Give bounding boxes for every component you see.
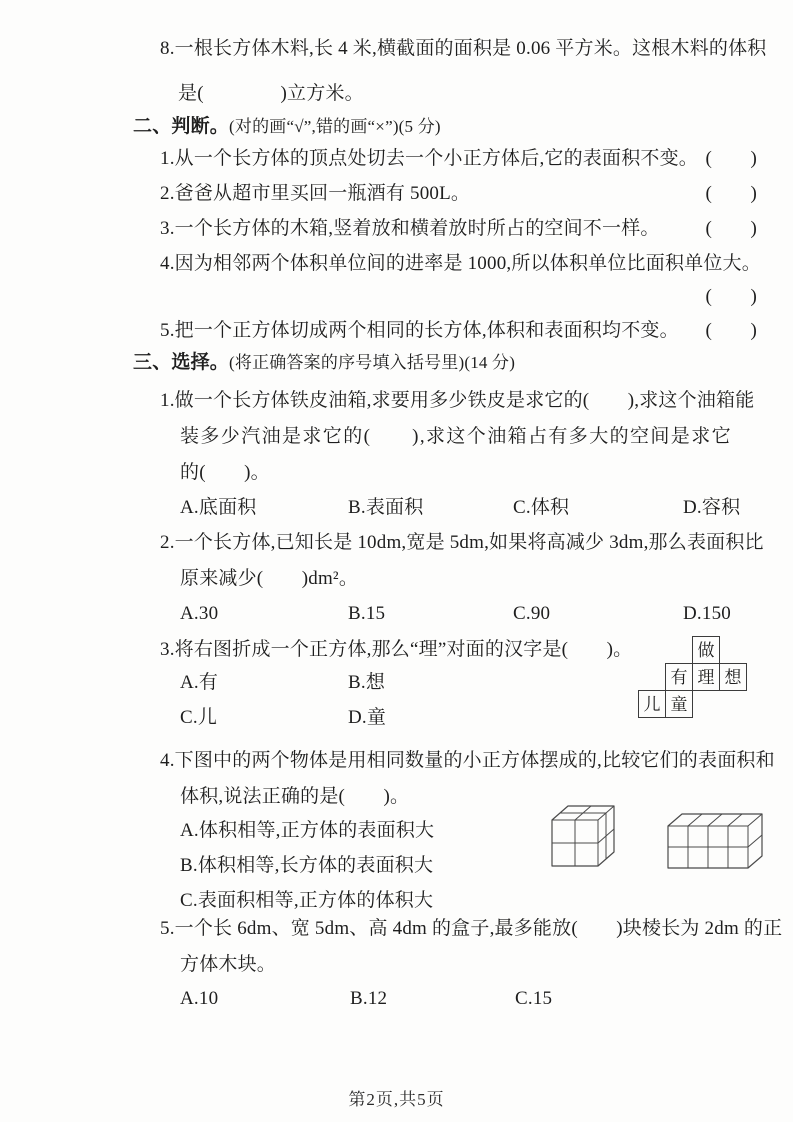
choice-q5-option-c: C.15 xyxy=(515,988,553,1009)
choice-q1-option-a: A.底面积 xyxy=(180,497,257,518)
net-cell-tong: 童 xyxy=(665,690,693,718)
choice-q5-line-1: 5.一个长 6dm、宽 5dm、高 4dm 的盒子,最多能放( )块棱长为 2dm 的正 xyxy=(160,918,783,939)
judge-item-5-text: 5.把一个正方体切成两个相同的长方体,体积和表面积均不变。 xyxy=(160,320,679,341)
choice-q5-option-a: A.10 xyxy=(180,988,219,1009)
choice-q2-option-b: B.15 xyxy=(348,603,386,624)
choice-q3-option-a: A.有 xyxy=(180,672,219,693)
judge-item-3-text: 3.一个长方体的木箱,竖着放和横着放时所占的空间不一样。 xyxy=(160,218,660,239)
judge-section-header xyxy=(133,114,441,140)
choice-q1-options xyxy=(180,495,740,521)
choice-q3-options-row-2 xyxy=(180,705,386,731)
choice-q2-options xyxy=(180,601,731,627)
choice-q4-option-b: B.体积相等,长方体的表面积大 xyxy=(180,855,434,876)
judge-item-2-text: 2.爸爸从超市里买回一瓶酒有 500L。 xyxy=(160,183,471,204)
choice-q3-option-c: C.儿 xyxy=(180,707,218,728)
choice-q1-line-3: 的( )。 xyxy=(180,462,270,483)
judge-item-1 xyxy=(160,146,757,172)
prism-4x2x1-figure xyxy=(667,813,764,870)
choice-q2-option-d: D.150 xyxy=(683,603,731,624)
choice-q3-line-1: 3.将右图折成一个正方体,那么“理”对面的汉字是( )。 xyxy=(160,639,633,660)
choice-q1-line-2: 装多少汽油是求它的( ),求这个油箱占有多大的空间是求它 xyxy=(180,426,733,447)
net-cell-er: 儿 xyxy=(638,690,666,718)
choice-section-note: (将正确答案的序号填入括号里)(14 分) xyxy=(229,353,516,372)
judge-item-2-answer-paren: ( ) xyxy=(705,183,757,204)
question-8-line-2: 是( )立方米。 xyxy=(178,83,364,104)
judge-item-5-answer-paren: ( ) xyxy=(705,320,757,341)
judge-item-1-text: 1.从一个长方体的顶点处切去一个小正方体后,它的表面积不变。 xyxy=(160,148,699,169)
cube-net-diagram xyxy=(638,636,750,720)
choice-q5-options xyxy=(180,986,552,1012)
question-8-line-1: 8.一根长方体木料,长 4 米,横截面的面积是 0.06 平方米。这根木料的体积 xyxy=(160,38,767,59)
judge-item-5 xyxy=(160,318,757,344)
choice-q5-line-2: 方体木块。 xyxy=(180,954,277,975)
choice-q1-line-1: 1.做一个长方体铁皮油箱,求要用多少铁皮是求它的( ),求这个油箱能 xyxy=(160,390,755,411)
choice-q2-line-2: 原来减少( )dm²。 xyxy=(180,568,359,589)
choice-q2-option-a: A.30 xyxy=(180,603,219,624)
choice-section-header xyxy=(133,350,515,376)
choice-q3-option-d: D.童 xyxy=(348,707,387,728)
judge-item-4-answer-paren: ( ) xyxy=(705,286,757,307)
net-cell-zuo: 做 xyxy=(692,636,720,664)
choice-q1-option-c: C.体积 xyxy=(513,497,570,518)
choice-q2-option-c: C.90 xyxy=(513,603,551,624)
judge-item-3-answer-paren: ( ) xyxy=(705,218,757,239)
choice-section-title: 三、选择。 xyxy=(133,352,230,373)
choice-q4-option-a: A.体积相等,正方体的表面积大 xyxy=(180,820,435,841)
judge-item-1-answer-paren: ( ) xyxy=(705,148,757,169)
judge-item-2 xyxy=(160,181,757,207)
choice-q4-line-1: 4.下图中的两个物体是用相同数量的小正方体摆成的,比较它们的表面积和 xyxy=(160,750,775,771)
net-cell-li: 理 xyxy=(692,663,720,691)
judge-section-title: 二、判断。 xyxy=(133,116,230,137)
judge-item-3 xyxy=(160,216,757,242)
cube-2x2x2-figure xyxy=(551,805,617,869)
choice-q1-option-b: B.表面积 xyxy=(348,497,424,518)
choice-q1-option-d: D.容积 xyxy=(683,497,741,518)
net-cell-xiang: 想 xyxy=(719,663,747,691)
judge-item-4: 4.因为相邻两个体积单位间的进率是 1000,所以体积单位比面积单位大。 xyxy=(160,253,761,274)
choice-q5-option-b: B.12 xyxy=(350,988,388,1009)
choice-q3-option-b: B.想 xyxy=(348,672,386,693)
choice-q3-options-row-1 xyxy=(180,670,385,696)
choice-q4-option-c: C.表面积相等,正方体的体积大 xyxy=(180,890,434,911)
choice-q4-line-2: 体积,说法正确的是( )。 xyxy=(180,786,410,807)
choice-q2-line-1: 2.一个长方体,已知长是 10dm,宽是 5dm,如果将高减少 3dm,那么表面积比 xyxy=(160,532,764,553)
judge-section-note: (对的画“√”,错的画“×”)(5 分) xyxy=(229,117,441,136)
page-number-footer: 第2页,共5页 xyxy=(348,1090,445,1109)
net-cell-you: 有 xyxy=(665,663,693,691)
